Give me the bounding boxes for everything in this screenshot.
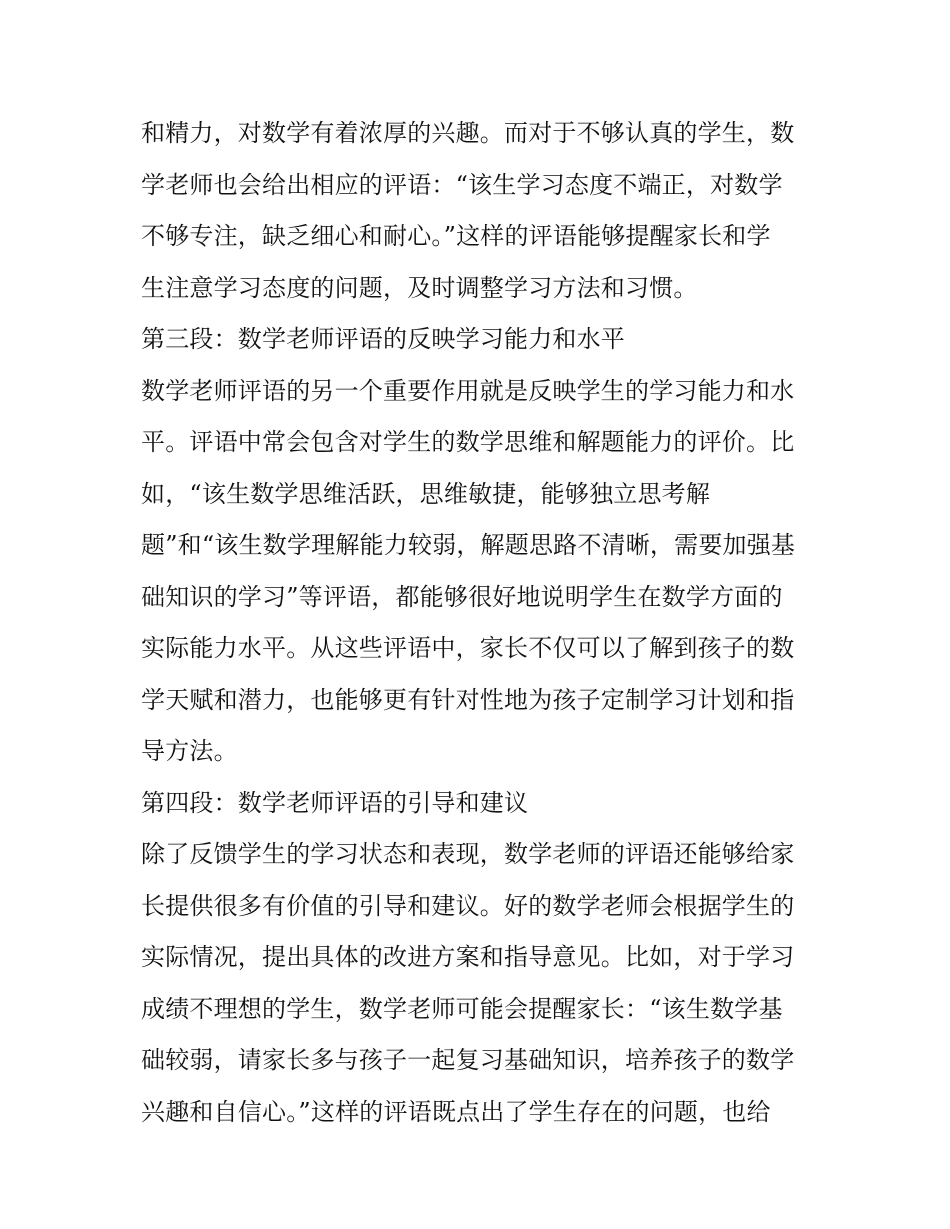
text-line-16: 长提供很多有价值的引导和建议。好的数学老师会根据学生的 [141,891,795,920]
section-heading-3: 第三段：数学老师评语的反映学习能力和水平 [141,325,625,353]
text-line-13: 导方法。 [141,737,238,765]
section-heading-4: 第四段：数学老师评语的引导和建议 [141,788,529,817]
text-line-3: 不够专注，缺乏细心和耐心。”这样的评语能够提醒家长和学 [141,222,771,250]
text-line-6: 数学老师评语的另一个重要作用就是反映学生的学习能力和水 [141,376,795,405]
document-body [141,108,821,1138]
text-line-4: 生注意学习态度的问题，及时调整学习方法和习惯。 [141,273,698,302]
text-line-11: 实际能力水平。从这些评语中，家长不仅可以了解到孩子的数 [141,634,795,662]
text-line-2: 学老师也会给出相应的评语：“该生学习态度不端正，对数学 [141,170,783,199]
text-line-8: 如，“该生数学思维活跃，思维敏捷，能够独立思考解 [141,479,711,508]
text-line-12: 学天赋和潜力，也能够更有针对性地为孩子定制学习计划和指 [141,685,795,714]
text-line-20: 兴趣和自信心。”这样的评语既点出了学生存在的问题，也给 [141,1097,771,1126]
text-line-18: 成绩不理想的学生，数学老师可能会提醒家长：“该生数学基 [141,994,783,1023]
text-line-10: 础知识的学习”等评语，都能够很好地说明学生在数学方面的 [141,582,783,611]
text-line-15: 除了反馈学生的学习状态和表现，数学老师的评语还能够给家 [141,840,795,868]
text-line-17: 实际情况，提出具体的改进方案和指导意见。比如，对于学习 [141,943,795,971]
text-line-9: 题”和“该生数学理解能力较弱，解题思路不清晰，需要加强基 [141,531,796,559]
text-line-1: 和精力，对数学有着浓厚的兴趣。而对于不够认真的学生，数 [141,119,795,147]
text-line-7: 平。评语中常会包含对学生的数学思维和解题能力的评价。比 [141,428,795,456]
text-line-19: 础较弱，请家长多与孩子一起复习基础知识，培养孩子的数学 [141,1046,795,1074]
